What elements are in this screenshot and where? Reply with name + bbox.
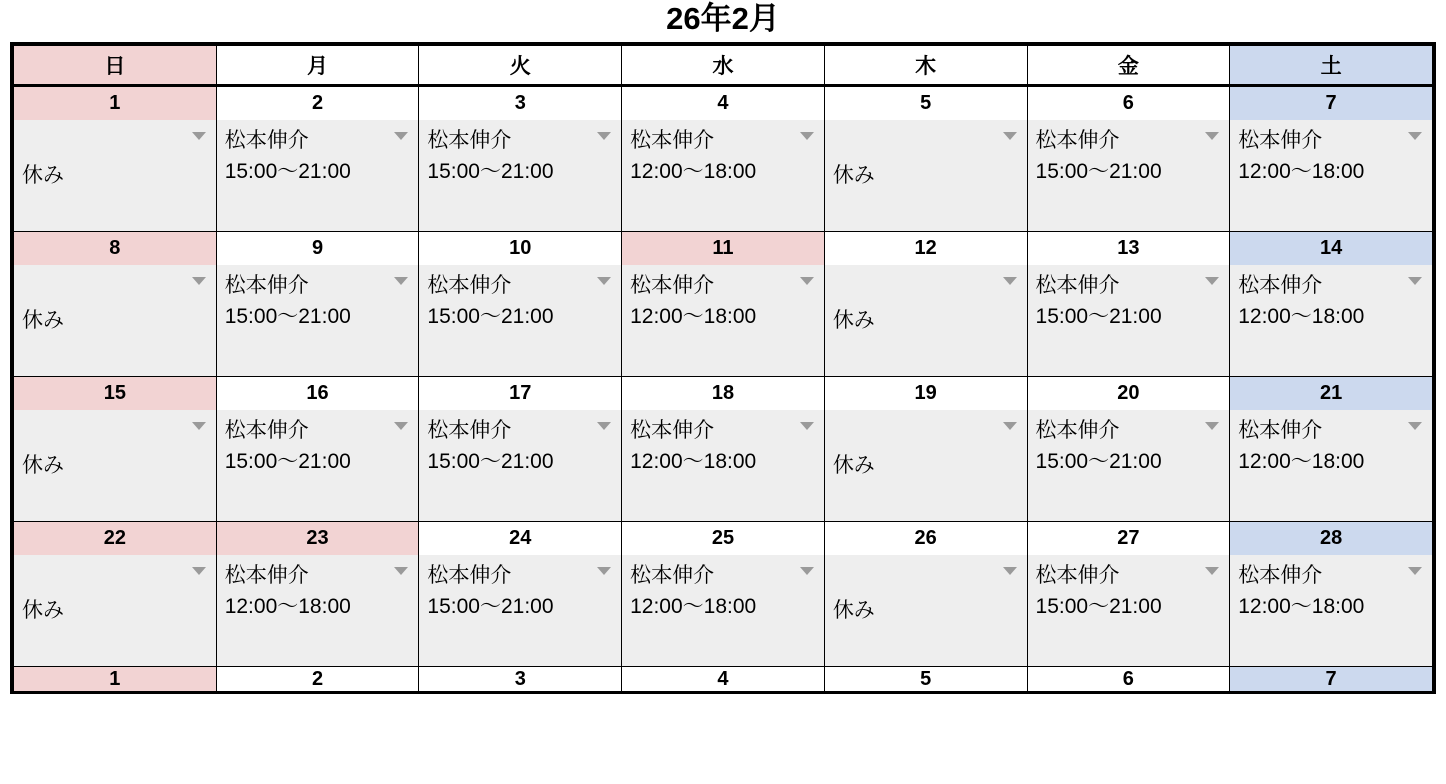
day-header-sun: 日: [14, 46, 217, 86]
chevron-down-icon[interactable]: [1408, 132, 1422, 140]
chevron-down-icon[interactable]: [1205, 422, 1219, 430]
shift-cell[interactable]: [622, 265, 825, 377]
shift-row: [14, 410, 1433, 522]
shift-time: 12:00〜18:00: [1238, 595, 1365, 618]
week-row: [14, 86, 1433, 121]
staff-name: 松本伸介: [427, 419, 512, 442]
rest-label: 休み: [22, 599, 64, 622]
day-number: 15: [14, 377, 217, 411]
shift-cell[interactable]: [216, 265, 419, 377]
chevron-down-icon[interactable]: [192, 132, 206, 140]
shift-time: 12:00〜18:00: [630, 305, 757, 328]
day-number: 2: [216, 667, 419, 692]
staff-name: 松本伸介: [1035, 129, 1120, 152]
shift-time: 12:00〜18:00: [1238, 160, 1365, 183]
staff-name: 松本伸介: [1238, 419, 1323, 442]
staff-name: 松本伸介: [224, 419, 309, 442]
shift-time: 12:00〜18:00: [630, 450, 757, 473]
shift-cell[interactable]: [622, 410, 825, 522]
shift-time: 15:00〜21:00: [1035, 305, 1162, 328]
staff-name: [833, 561, 1019, 591]
chevron-down-icon[interactable]: [394, 277, 408, 285]
chevron-down-icon[interactable]: [597, 277, 611, 285]
day-number: 10: [419, 232, 622, 266]
shift-cell[interactable]: [1027, 555, 1230, 667]
rest-label: 休み: [832, 454, 875, 477]
week-row: [14, 232, 1433, 266]
shift-cell[interactable]: [1230, 265, 1433, 377]
shift-cell[interactable]: [14, 555, 217, 667]
chevron-down-icon[interactable]: [1205, 567, 1219, 575]
chevron-down-icon[interactable]: [1408, 567, 1422, 575]
staff-name: 松本伸介: [1035, 564, 1120, 587]
staff-name: 松本伸介: [1035, 419, 1120, 442]
shift-cell[interactable]: [824, 555, 1027, 667]
day-number: 1: [14, 86, 217, 121]
chevron-down-icon[interactable]: [800, 567, 814, 575]
day-number: 5: [824, 86, 1027, 121]
shift-time: 15:00〜21:00: [1035, 595, 1162, 618]
shift-time: 15:00〜21:00: [427, 160, 554, 183]
chevron-down-icon[interactable]: [597, 567, 611, 575]
shift-time: 12:00〜18:00: [630, 595, 757, 618]
shift-time: 12:00〜18:00: [1238, 450, 1365, 473]
day-number: 19: [824, 377, 1027, 411]
day-header-wed: 水: [622, 46, 825, 86]
chevron-down-icon[interactable]: [800, 277, 814, 285]
day-number: 23: [216, 522, 419, 556]
day-number: 3: [419, 86, 622, 121]
day-number: 24: [419, 522, 622, 556]
chevron-down-icon[interactable]: [597, 132, 611, 140]
day-number: 16: [216, 377, 419, 411]
shift-cell[interactable]: [14, 120, 217, 232]
staff-name: 松本伸介: [1035, 274, 1120, 297]
chevron-down-icon[interactable]: [394, 422, 408, 430]
staff-name: [833, 126, 1019, 156]
shift-cell[interactable]: [824, 410, 1027, 522]
staff-name: 松本伸介: [224, 564, 309, 587]
day-number: 7: [1230, 86, 1433, 121]
staff-name: 松本伸介: [1238, 274, 1323, 297]
day-number: 9: [216, 232, 419, 266]
day-number: 28: [1230, 522, 1433, 556]
day-number: 13: [1027, 232, 1230, 266]
day-number: 4: [622, 667, 825, 692]
rest-label: 休み: [832, 309, 875, 332]
rest-label: 休み: [22, 309, 64, 332]
chevron-down-icon[interactable]: [1003, 277, 1017, 285]
shift-cell[interactable]: [14, 410, 217, 522]
day-header-mon: 月: [216, 46, 419, 86]
shift-row: [14, 120, 1433, 232]
staff-name: 松本伸介: [1238, 564, 1323, 587]
staff-name: 松本伸介: [224, 274, 309, 297]
chevron-down-icon[interactable]: [192, 567, 206, 575]
rest-label: 休み: [22, 454, 64, 477]
day-number: 2: [216, 86, 419, 121]
day-number: 5: [824, 667, 1027, 692]
shift-time: 12:00〜18:00: [224, 595, 351, 618]
shift-cell[interactable]: [14, 265, 217, 377]
chevron-down-icon[interactable]: [800, 422, 814, 430]
day-number: 17: [419, 377, 622, 411]
chevron-down-icon[interactable]: [1003, 132, 1017, 140]
shift-time: 15:00〜21:00: [224, 450, 351, 473]
shift-cell[interactable]: [1230, 555, 1433, 667]
staff-name: [22, 416, 208, 446]
staff-name: 松本伸介: [427, 564, 512, 587]
shift-time: 15:00〜21:00: [427, 595, 554, 618]
week-row: [14, 377, 1433, 411]
staff-name: 松本伸介: [630, 419, 715, 442]
week-row-next-month: [14, 667, 1433, 692]
chevron-down-icon[interactable]: [192, 277, 206, 285]
day-number: 4: [622, 86, 825, 121]
staff-name: 松本伸介: [630, 129, 715, 152]
staff-name: 松本伸介: [1238, 129, 1323, 152]
rest-label: 休み: [22, 164, 64, 187]
staff-name: [833, 271, 1019, 301]
chevron-down-icon[interactable]: [597, 422, 611, 430]
chevron-down-icon[interactable]: [192, 422, 206, 430]
day-number: 21: [1230, 377, 1433, 411]
shift-calendar-table: [13, 45, 1433, 691]
chevron-down-icon[interactable]: [1003, 422, 1017, 430]
shift-time: 12:00〜18:00: [1238, 305, 1365, 328]
day-header-sat: 土: [1230, 46, 1433, 86]
day-number: 11: [622, 232, 825, 266]
chevron-down-icon[interactable]: [1205, 132, 1219, 140]
staff-name: 松本伸介: [630, 564, 715, 587]
shift-cell[interactable]: [1230, 120, 1433, 232]
week-row: [14, 522, 1433, 556]
shift-time: 12:00〜18:00: [630, 160, 757, 183]
shift-cell[interactable]: [1027, 265, 1230, 377]
day-header-tue: 火: [419, 46, 622, 86]
shift-cell[interactable]: [824, 265, 1027, 377]
staff-name: [22, 561, 208, 591]
day-of-week-header-row: [14, 46, 1433, 86]
staff-name: [833, 416, 1019, 446]
shift-cell[interactable]: [216, 410, 419, 522]
shift-cell[interactable]: [622, 555, 825, 667]
shift-cell[interactable]: [419, 555, 622, 667]
day-number: 6: [1027, 86, 1230, 121]
chevron-down-icon[interactable]: [394, 567, 408, 575]
staff-name: 松本伸介: [630, 274, 715, 297]
chevron-down-icon[interactable]: [1003, 567, 1017, 575]
calendar-body: [14, 86, 1433, 692]
shift-cell[interactable]: [1230, 410, 1433, 522]
shift-cell[interactable]: [419, 265, 622, 377]
shift-cell[interactable]: [419, 120, 622, 232]
shift-time: 15:00〜21:00: [1035, 450, 1162, 473]
day-number: 3: [419, 667, 622, 692]
shift-row: [14, 555, 1433, 667]
day-number: 22: [14, 522, 217, 556]
day-number: 27: [1027, 522, 1230, 556]
day-number: 1: [14, 667, 217, 692]
day-number: 14: [1230, 232, 1433, 266]
shift-time: 15:00〜21:00: [427, 305, 554, 328]
shift-cell[interactable]: [216, 555, 419, 667]
day-header-fri: 金: [1027, 46, 1230, 86]
day-number: 7: [1230, 667, 1433, 692]
chevron-down-icon[interactable]: [394, 132, 408, 140]
shift-time: 15:00〜21:00: [1035, 160, 1162, 183]
calendar-container: [10, 42, 1436, 694]
chevron-down-icon[interactable]: [1408, 422, 1422, 430]
staff-name: 松本伸介: [427, 129, 512, 152]
day-number: 12: [824, 232, 1027, 266]
day-number: 26: [824, 522, 1027, 556]
rest-label: 休み: [832, 164, 875, 187]
staff-name: 松本伸介: [427, 274, 512, 297]
shift-cell[interactable]: [1027, 120, 1230, 232]
day-number: 18: [622, 377, 825, 411]
staff-name: [22, 271, 208, 301]
day-number: 25: [622, 522, 825, 556]
day-number: 20: [1027, 377, 1230, 411]
staff-name: [22, 126, 208, 156]
shift-time: 15:00〜21:00: [224, 160, 351, 183]
day-number: 8: [14, 232, 217, 266]
shift-cell[interactable]: [216, 120, 419, 232]
day-number: 6: [1027, 667, 1230, 692]
shift-row: [14, 265, 1433, 377]
chevron-down-icon[interactable]: [1205, 277, 1219, 285]
shift-time: 15:00〜21:00: [224, 305, 351, 328]
staff-name: 松本伸介: [224, 129, 309, 152]
day-header-thu: 木: [824, 46, 1027, 86]
shift-cell[interactable]: [1027, 410, 1230, 522]
shift-cell[interactable]: [824, 120, 1027, 232]
chevron-down-icon[interactable]: [800, 132, 814, 140]
shift-cell[interactable]: [419, 410, 622, 522]
page-title: 26年2月: [666, 1, 780, 36]
shift-cell[interactable]: [622, 120, 825, 232]
shift-time: 15:00〜21:00: [427, 450, 554, 473]
rest-label: 休み: [832, 599, 875, 622]
chevron-down-icon[interactable]: [1408, 277, 1422, 285]
